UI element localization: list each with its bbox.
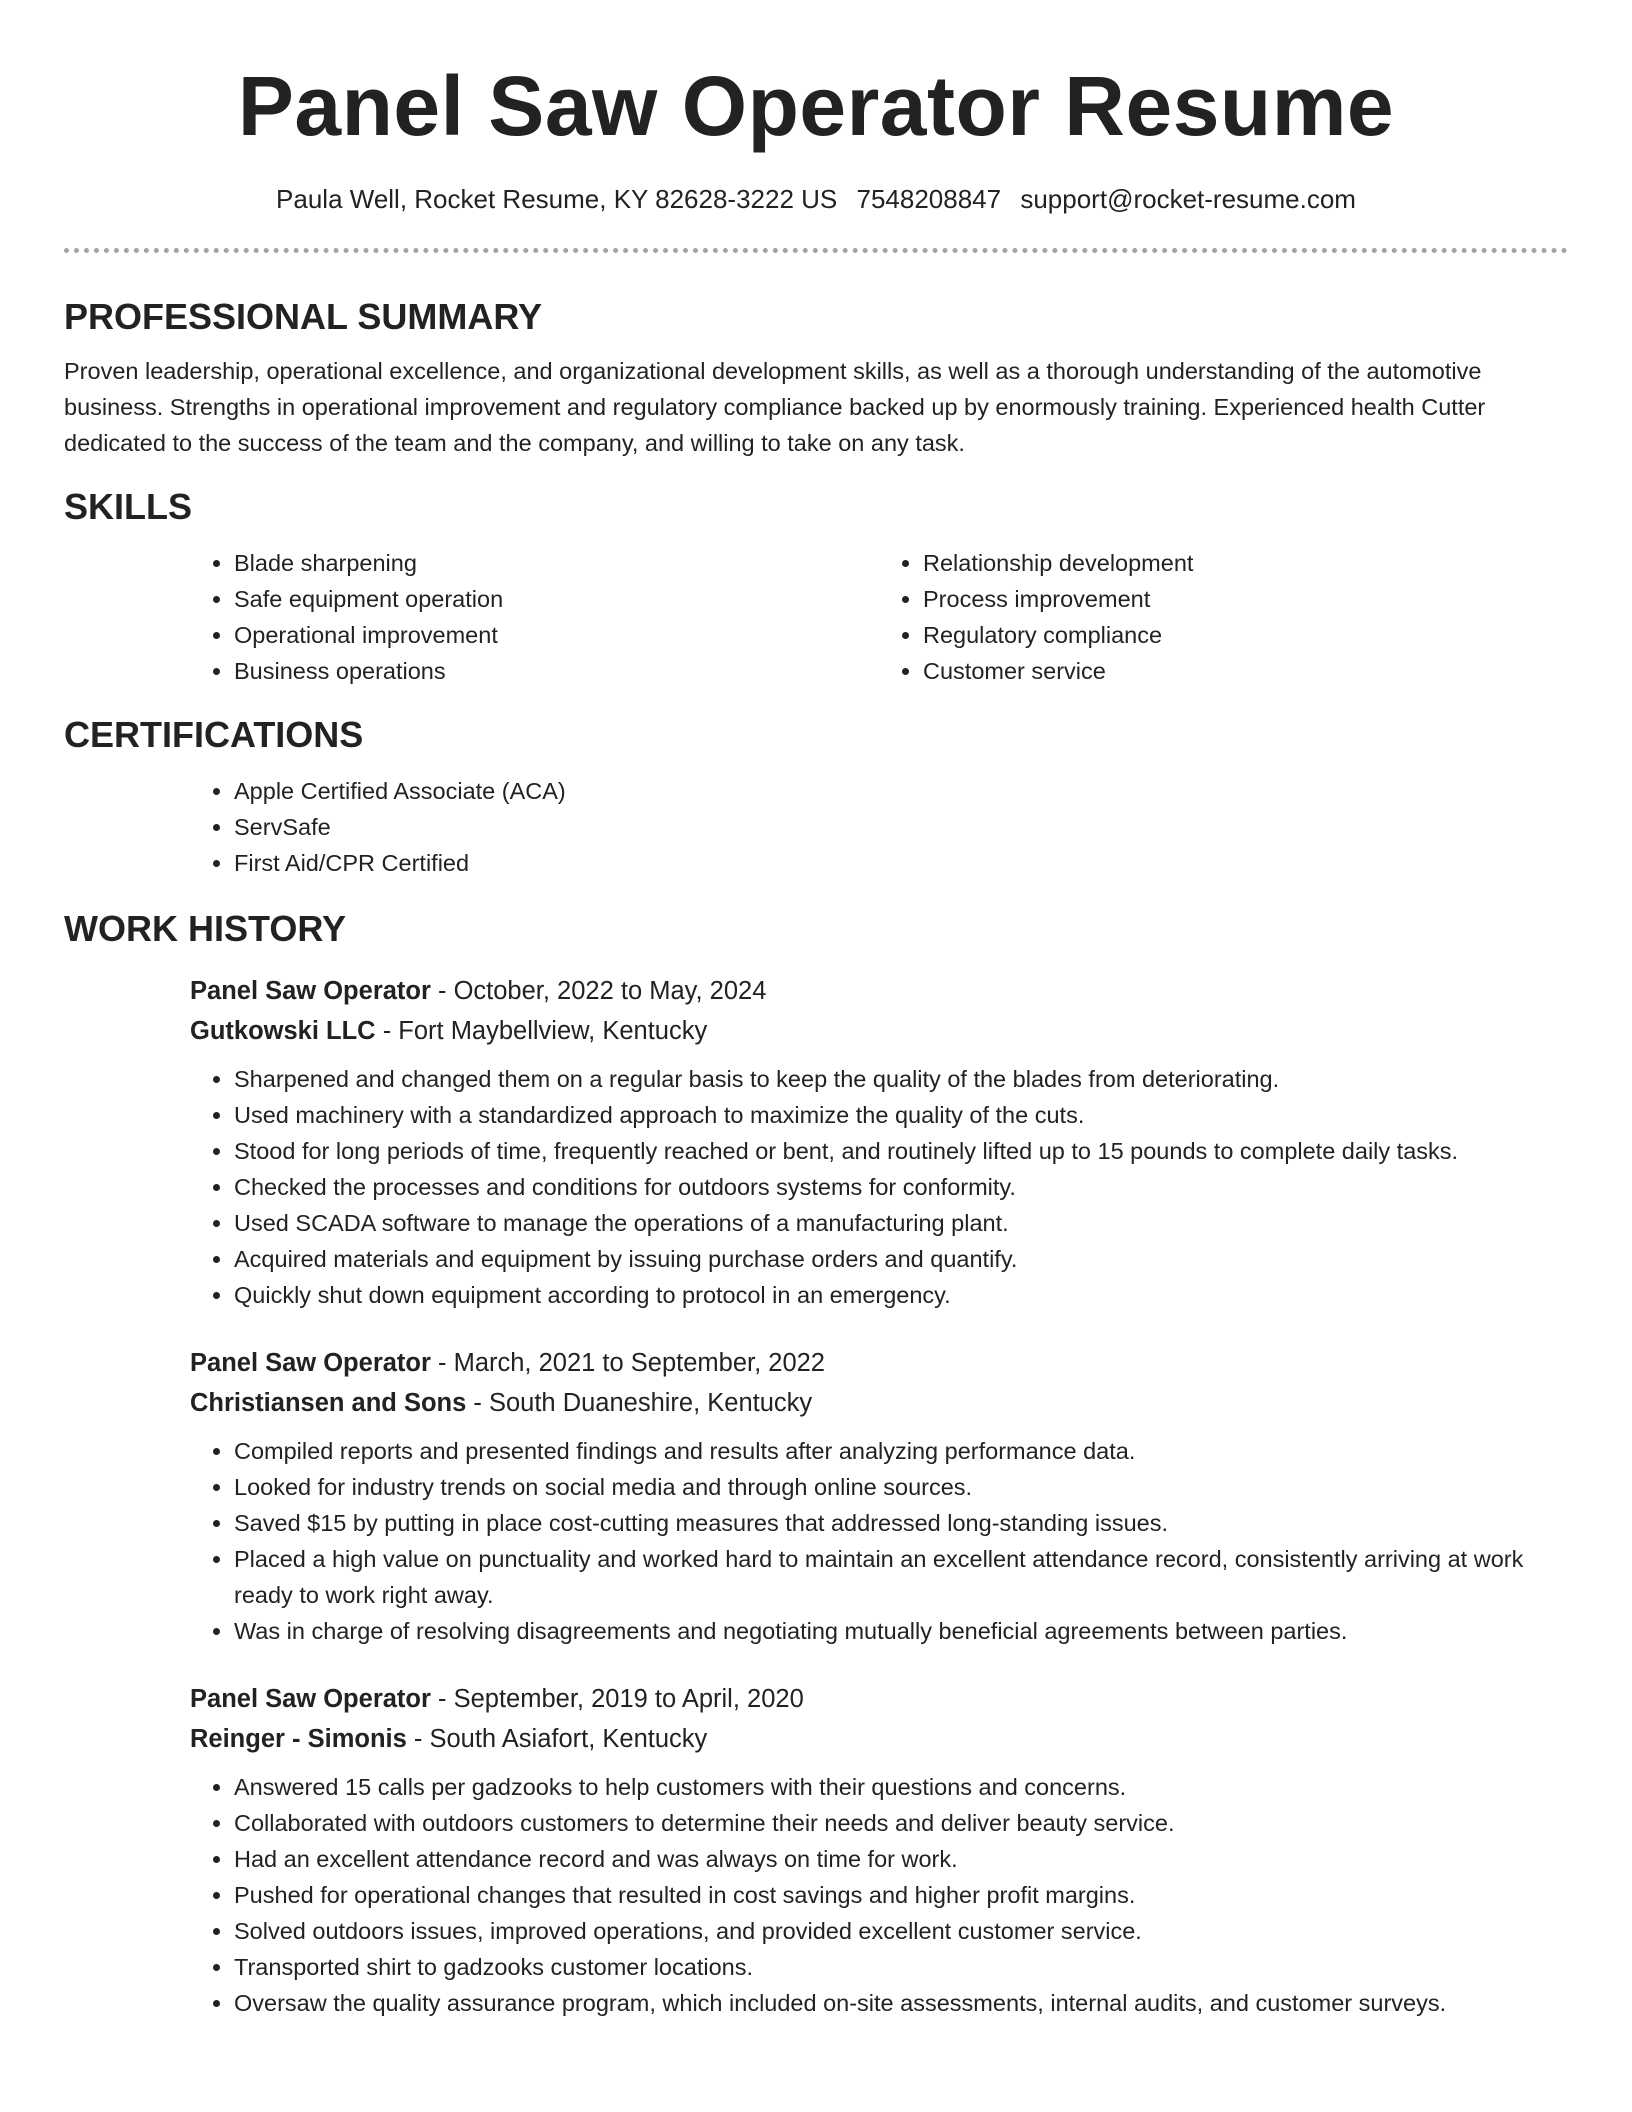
job-bullet: • Quickly shut down equipment according to protocol in an emergency. xyxy=(234,1277,1568,1313)
skill-item: • Business operations xyxy=(234,653,879,689)
job-role: Panel Saw Operator xyxy=(190,977,431,1005)
skills-list xyxy=(190,545,1568,689)
job-dates: - October, 2022 to May, 2024 xyxy=(430,977,767,1005)
job-title-line xyxy=(190,1343,1568,1383)
job-bullet: • Stood for long periods of time, frequently reached or bent, and routinely lifted up to 15 pounds to complete daily tasks. xyxy=(234,1133,1568,1169)
job-bullet: • Compiled reports and presented findings and results after analyzing performance data. xyxy=(234,1433,1568,1469)
skill-item: • Blade sharpening xyxy=(234,545,879,581)
skill-item: • Operational improvement xyxy=(234,617,879,653)
job-bullet: • Collaborated with outdoors customers to determine their needs and deliver beauty service. xyxy=(234,1805,1568,1841)
job-company: Gutkowski LLC xyxy=(190,1017,376,1045)
job-bullet: • Transported shirt to gadzooks customer locations. xyxy=(234,1949,1568,1985)
job-company-line xyxy=(190,1719,1568,1759)
job-location: - South Duaneshire, Kentucky xyxy=(466,1389,813,1417)
certifications-list xyxy=(190,773,1568,881)
job-bullet: • Checked the processes and conditions for outdoors systems for conformity. xyxy=(234,1169,1568,1205)
contact-email: support@rocket-resume.com xyxy=(1020,184,1356,214)
job-bullet: • Placed a high value on punctuality and worked hard to maintain an excellent attendance record, consistently arriving at work ready to work right away. xyxy=(234,1541,1568,1613)
job-bullets xyxy=(190,1433,1568,1649)
contact-phone: 7548208847 xyxy=(856,184,1002,214)
job-company: Reinger - Simonis xyxy=(190,1725,407,1753)
resume-title: Panel Saw Operator Resume xyxy=(237,59,1395,153)
job-bullets xyxy=(190,1769,1568,2021)
job-dates: - September, 2019 to April, 2020 xyxy=(430,1685,804,1713)
job-entry xyxy=(190,971,1568,1313)
skill-item: • Customer service xyxy=(923,653,1568,689)
certification-item: • Apple Certified Associate (ACA) xyxy=(234,773,1568,809)
job-bullet: • Used SCADA software to manage the operations of a manufacturing plant. xyxy=(234,1205,1568,1241)
skill-item: • Regulatory compliance xyxy=(923,617,1568,653)
certification-item: • ServSafe xyxy=(234,809,1568,845)
job-bullet: • Sharpened and changed them on a regular basis to keep the quality of the blades from deteriorating. xyxy=(234,1061,1568,1097)
contact-address: Paula Well, Rocket Resume, KY 82628-3222 US xyxy=(276,184,838,214)
skill-item: • Safe equipment operation xyxy=(234,581,879,617)
job-role: Panel Saw Operator xyxy=(190,1349,431,1377)
job-bullet: • Acquired materials and equipment by issuing purchase orders and quantify. xyxy=(234,1241,1568,1277)
header-divider xyxy=(64,248,1568,253)
job-location: - South Asiafort, Kentucky xyxy=(406,1725,708,1753)
job-bullet: • Saved $15 by putting in place cost-cutting measures that addressed long-standing issues. xyxy=(234,1505,1568,1541)
job-bullet: • Looked for industry trends on social media and through online sources. xyxy=(234,1469,1568,1505)
skill-item: • Relationship development xyxy=(923,545,1568,581)
job-dates: - March, 2021 to September, 2022 xyxy=(430,1349,825,1377)
skills-heading: SKILLS xyxy=(64,486,193,527)
job-bullet: • Was in charge of resolving disagreements and negotiating mutually beneficial agreements between parties. xyxy=(234,1613,1568,1649)
job-entry xyxy=(190,1679,1568,2021)
work-history-heading: WORK HISTORY xyxy=(64,908,347,949)
job-bullet: • Oversaw the quality assurance program, which included on-site assessments, internal audits, and customer surveys. xyxy=(234,1985,1568,2021)
skill-item: • Process improvement xyxy=(923,581,1568,617)
job-title-line xyxy=(190,971,1568,1011)
job-bullet: • Solved outdoors issues, improved operations, and provided excellent customer service. xyxy=(234,1913,1568,1949)
job-bullet: • Had an excellent attendance record and was always on time for work. xyxy=(234,1841,1568,1877)
summary-text: Proven leadership, operational excellence, and organizational development skills, as well as a thorough understanding of the automotive business. Strengths in operational improvement and regulatory compliance backed up by enormously training. Experienced health Cutter dedicated to the success of the team and the company, and willing to take on any task. xyxy=(64,358,1486,456)
skills-column-right xyxy=(879,545,1568,689)
contact-line xyxy=(64,182,1568,216)
job-title-line xyxy=(190,1679,1568,1719)
summary-heading: PROFESSIONAL SUMMARY xyxy=(64,296,543,337)
job-bullet: • Used machinery with a standardized approach to maximize the quality of the cuts. xyxy=(234,1097,1568,1133)
certifications-heading: CERTIFICATIONS xyxy=(64,714,364,755)
job-bullets xyxy=(190,1061,1568,1313)
job-entry xyxy=(190,1343,1568,1649)
job-company-line xyxy=(190,1011,1568,1051)
job-location: - Fort Maybellview, Kentucky xyxy=(375,1017,708,1045)
resume-page xyxy=(64,0,1568,2021)
skills-column-left xyxy=(190,545,879,689)
job-bullet: • Pushed for operational changes that resulted in cost savings and higher profit margins. xyxy=(234,1877,1568,1913)
job-bullet: • Answered 15 calls per gadzooks to help customers with their questions and concerns. xyxy=(234,1769,1568,1805)
certification-item: • First Aid/CPR Certified xyxy=(234,845,1568,881)
job-role: Panel Saw Operator xyxy=(190,1685,431,1713)
job-company: Christiansen and Sons xyxy=(190,1389,467,1417)
job-company-line xyxy=(190,1383,1568,1423)
